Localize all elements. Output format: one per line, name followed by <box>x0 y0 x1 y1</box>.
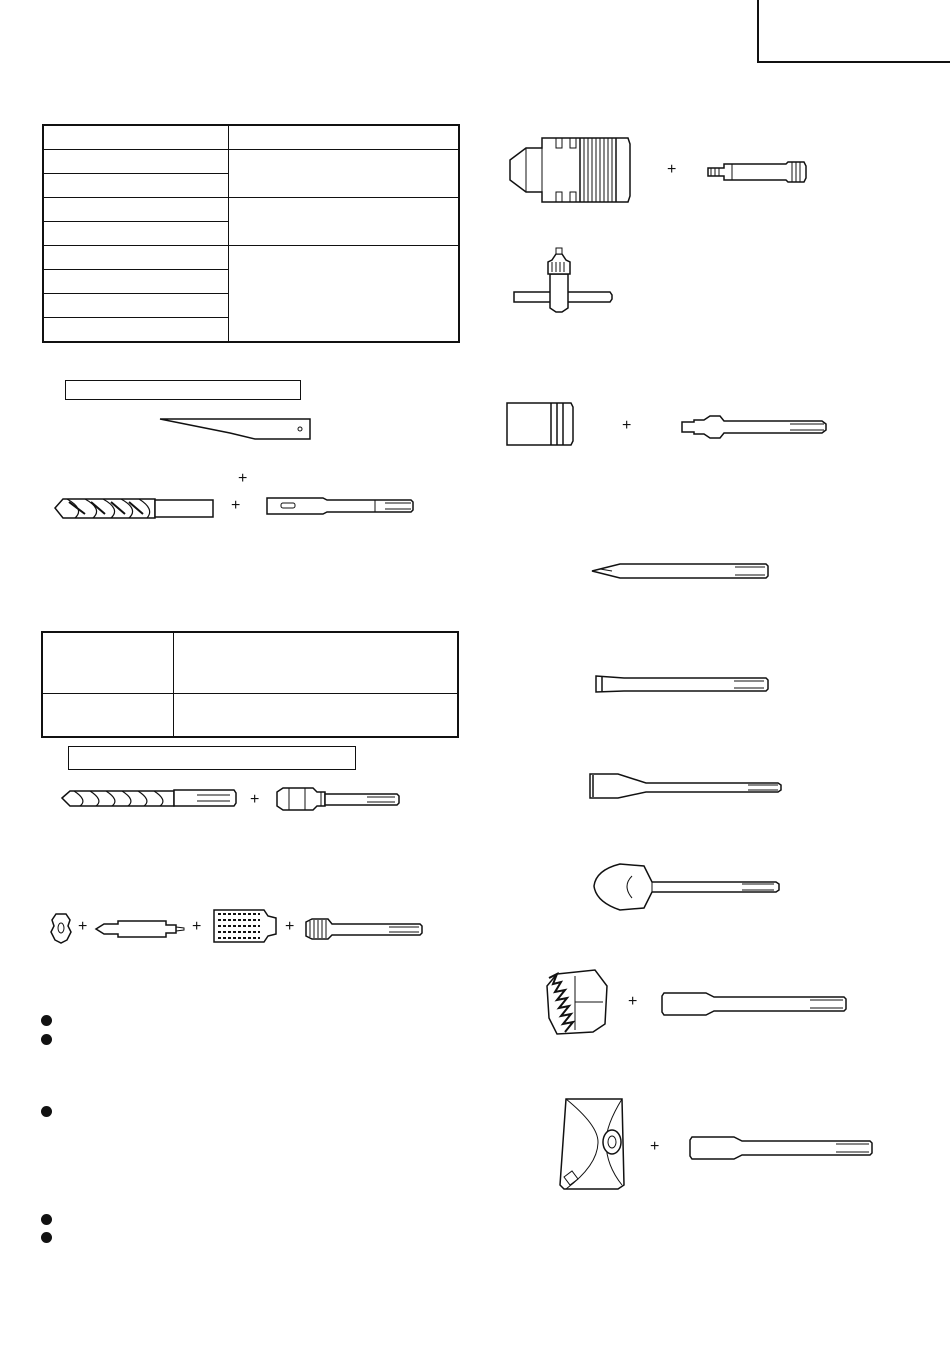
table-cell <box>229 150 460 198</box>
table-row <box>42 694 458 738</box>
table-cell <box>43 198 229 222</box>
plus-sign: + <box>650 1138 660 1155</box>
bullet-point <box>41 1214 52 1225</box>
spade-chisel-icon <box>592 862 782 912</box>
bullet-point <box>41 1106 52 1117</box>
cotter-icon <box>160 415 315 443</box>
table-row <box>42 632 458 694</box>
table-cell <box>43 270 229 294</box>
core-bit-shank-icon <box>304 916 424 942</box>
plus-sign: + <box>667 161 677 178</box>
table-cell <box>174 694 459 738</box>
table-row <box>43 246 459 270</box>
cold-chisel-icon <box>594 674 772 694</box>
scaling-chisel-icon <box>588 772 784 800</box>
adapter-icon <box>275 786 400 812</box>
spec-table-1 <box>42 124 460 343</box>
bull-point-icon <box>590 560 772 582</box>
table-cell <box>43 246 229 270</box>
plus-sign: + <box>78 918 88 935</box>
label-box-1 <box>65 380 301 400</box>
table-cell <box>229 198 460 246</box>
bullet-point <box>41 1232 52 1243</box>
table-cell <box>43 174 229 198</box>
socket-icon <box>505 401 575 447</box>
table-row <box>43 125 459 150</box>
plus-sign: + <box>628 993 638 1010</box>
plus-sign: + <box>238 470 248 487</box>
table-header-cell <box>229 125 460 150</box>
bullet-point <box>41 1034 52 1045</box>
table-cell <box>42 694 174 738</box>
table-cell <box>229 246 460 343</box>
taper-drill-bit-icon <box>55 494 215 524</box>
drill-chuck-icon <box>508 132 633 208</box>
sds-drill-bit-icon <box>62 788 237 810</box>
socket-adapter-icon <box>680 414 830 440</box>
table-cell <box>43 150 229 174</box>
bullet-point <box>41 1015 52 1026</box>
center-plate-icon <box>50 912 72 944</box>
table-cell <box>42 632 174 694</box>
table-cell <box>174 632 459 694</box>
page-corner-tab <box>757 0 950 63</box>
table-header-cell <box>43 125 229 150</box>
spec-table-2 <box>41 631 459 738</box>
table-row <box>43 198 459 222</box>
plus-sign: + <box>622 417 632 434</box>
bushing-tool-icon <box>545 968 609 1036</box>
core-bit-icon <box>212 906 278 946</box>
plus-sign: + <box>192 918 202 935</box>
table-cell <box>43 294 229 318</box>
tamper-plate-icon <box>558 1095 630 1193</box>
plus-sign: + <box>231 497 241 514</box>
tamper-shank-icon <box>688 1134 878 1162</box>
chuck-key-icon <box>512 248 616 312</box>
label-box-2 <box>68 746 356 770</box>
plus-sign: + <box>285 918 295 935</box>
table-cell <box>43 222 229 246</box>
taper-shank-adapter-icon <box>265 494 415 518</box>
plus-sign: + <box>250 791 260 808</box>
table-cell <box>43 318 229 343</box>
chuck-adapter-icon <box>706 160 808 184</box>
table-row <box>43 150 459 174</box>
bushing-shank-icon <box>660 990 850 1018</box>
center-pin-icon <box>96 918 186 940</box>
